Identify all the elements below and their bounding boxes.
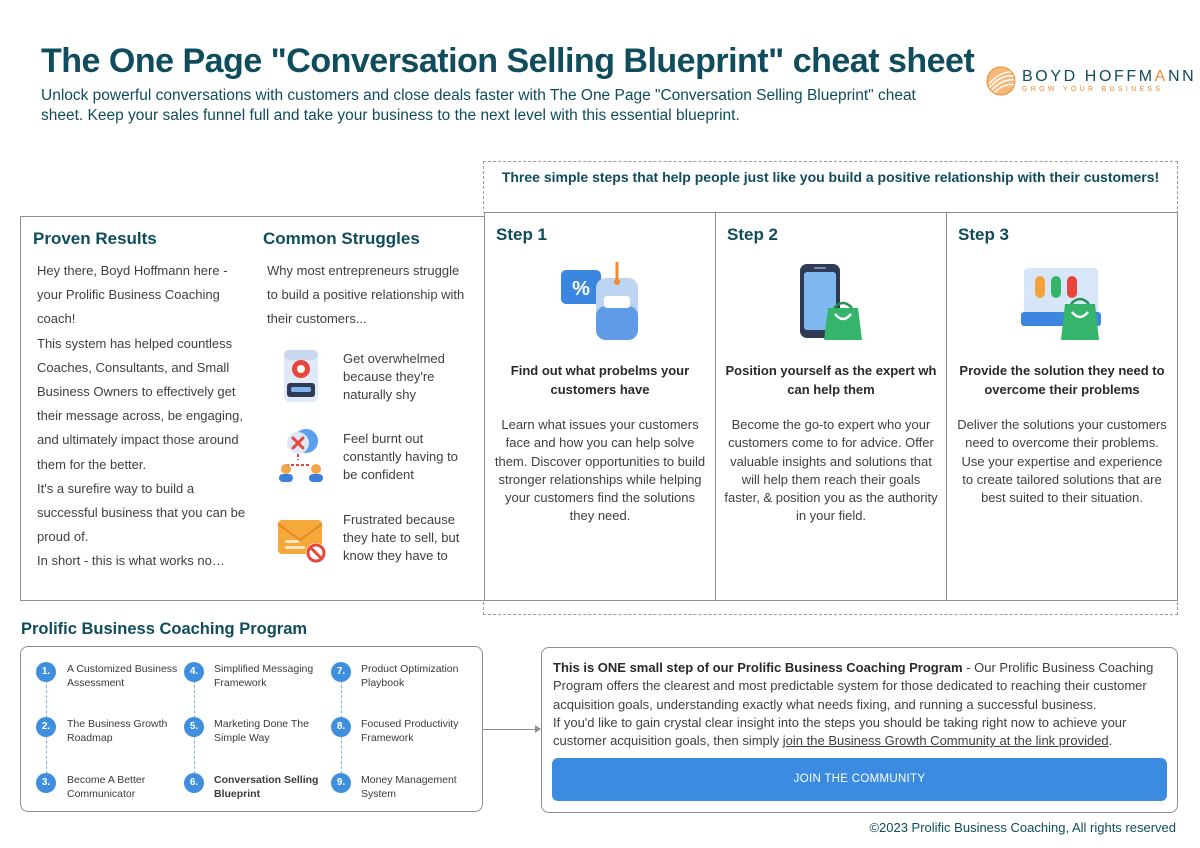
connector-arrow [483, 729, 540, 730]
page-title: The One Page "Conversation Selling Blueprint" cheat sheet [41, 42, 975, 80]
join-community-button[interactable]: JOIN THE COMMUNITY [552, 758, 1167, 801]
step-2-description: Become the go-to expert who your customers come to for advice. Offer valuable insights and solutions that will help them reach their goals faster, & position you as the authority in your field. [724, 417, 938, 524]
steps-header: Three simple steps that help people just like you build a positive relationship with their customers! [501, 169, 1160, 185]
program-item-1: A Customized Business Assessment [67, 663, 178, 689]
step-2-label: Step 2 [727, 225, 779, 244]
step-3-label: Step 3 [958, 225, 1010, 244]
burnout-chat-icon [276, 427, 328, 483]
struggle-text-1: Get overwhelmed because they're naturally shy [343, 351, 445, 402]
logo-tagline: GROW YOUR BUSINESS [1022, 86, 1164, 93]
program-title: Prolific Business Coaching Program [21, 620, 308, 638]
common-struggles-intro: Why most entrepreneurs struggle to build a positive relationship with their customers... [267, 263, 465, 327]
program-number-3: 3. [36, 773, 56, 793]
program-item-8: Focused Productivity Framework [361, 718, 459, 744]
program-number-8: 8. [331, 717, 351, 737]
shy-person-icon [276, 347, 328, 403]
svg-text:%: % [572, 278, 590, 300]
proven-results-text: Hey there, Boyd Hoffmann here - your Prolific Business Coaching coach! This system has helped countless Coaches, Consultants, and Small Business Owners to effectively get their message across, be engaging, and ultimately impact those around them for the better. It's a surefire way to build a successful business that you can be proud of. In short - this is what works no… [37, 263, 246, 569]
program-number-9: 9. [331, 773, 351, 793]
mobile-shopping-icon [790, 262, 872, 342]
program-item-3: Become A Better Communicator [67, 774, 146, 800]
blocked-email-icon [276, 510, 328, 566]
step-3-description: Deliver the solutions your customers need to overcome their problems. Use your expertise and experience to create tailored solutions that are best suited to their situation. [957, 417, 1167, 506]
program-item-5: Marketing Done The Simple Way [214, 718, 309, 744]
proven-results-title: Proven Results [33, 229, 157, 248]
program-item-7: Product Optimization Playbook [361, 663, 459, 689]
step-3-heading: Provide the solution they need to overcome their problems [959, 363, 1165, 397]
step-1-description: Learn what issues your customers face and how you can help solve them. Discover opportunities to build stronger relationships while helping your customers find the solutions they need. [494, 417, 706, 524]
program-item-6: Conversation Selling Blueprint [214, 774, 319, 800]
struggle-text-2: Feel burnt out constantly having to be confident [343, 431, 458, 482]
step-2-heading: Position yourself as the expert wh can help them [725, 363, 937, 397]
program-number-4: 4. [184, 662, 204, 682]
program-item-9: Money Management System [361, 774, 457, 800]
discount-tag-icon [558, 262, 640, 342]
step-1-label: Step 1 [496, 225, 548, 244]
program-number-5: 5. [184, 717, 204, 737]
program-number-2: 2. [36, 717, 56, 737]
logo-name: BOYD HOFFMANN [1022, 68, 1197, 85]
program-number-6: 6. [184, 773, 204, 793]
struggle-text-3: Frustrated because they hate to sell, but know they have to [343, 512, 460, 563]
community-link[interactable]: join the Business Growth Community at the link provided [782, 733, 1109, 749]
program-item-2: The Business Growth Roadmap [67, 718, 168, 744]
step-1-heading: Find out what probelms your customers have [510, 363, 690, 397]
brand-logo [986, 64, 1197, 98]
laptop-shopping-icon [1021, 262, 1103, 342]
boyd-hoffmann-mark-icon [986, 66, 1016, 96]
program-number-1: 1. [36, 662, 56, 682]
copyright-footer: ©2023 Prolific Business Coaching, All rights reserved [869, 820, 1176, 835]
page-subtitle: Unlock powerful conversations with customers and close deals faster with The One Page "Conversation Selling Blueprint" cheat sheet. Keep your sales funnel full and take your business to the next level with this essential blueprint. [41, 87, 916, 124]
program-item-4: Simplified Messaging Framework [214, 663, 314, 689]
cta-text: This is ONE small step of our Prolific Business Coaching Program - Our Prolific Business Coaching Program offers the clearest and most predictable system for those dedicated to reaching their customer acquisition goals, understanding exactly what needs fixing, and running a successful business. If you'd like to gain crystal clear insight into the steps you should be taking right now to achieve your customer acquisition goals, then simply join the Business Growth Community at the link provided. [553, 660, 1154, 749]
common-struggles-title: Common Struggles [263, 229, 420, 248]
program-number-7: 7. [331, 662, 351, 682]
